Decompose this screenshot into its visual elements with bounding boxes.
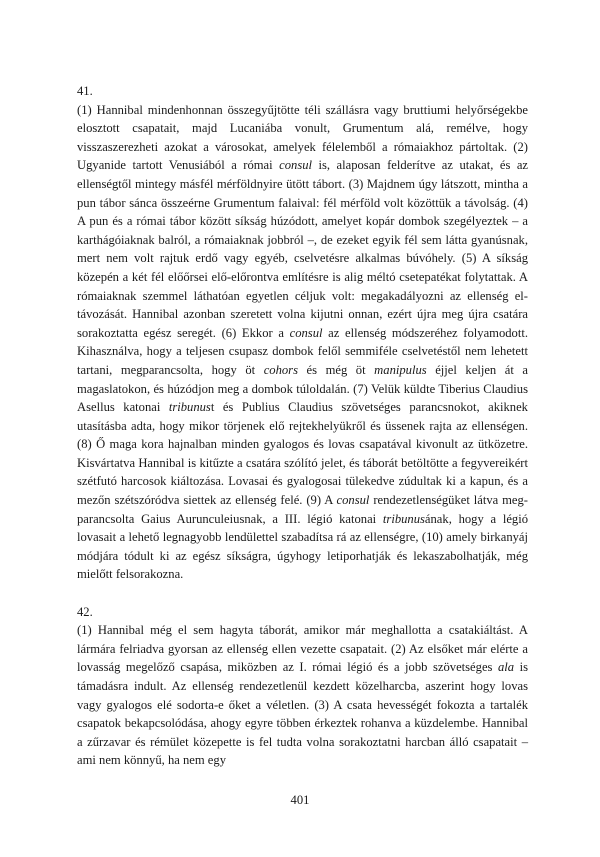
italic-term: tribunus (382, 511, 425, 526)
book-page (77, 82, 528, 770)
chapter-text: (1) Hannibal még el sem hagyta táborát, amikor már meghallotta a csatakiáltást. A lármára felriadva gyorsan az ellenség ellen vezette csapatait. (2) Az elsőket már elérte a lovasság megelőző csapása, miközben az I. római légió és a jobb szövetséges ala is támadásra indult. Az ellenség rendezetlenül kezdett közelharcba, aszerint hogy lovas vagy gyalogos elé sodorta-e őket a véletlen. (3) A csata hevességét fokozta a tartalék csapatok bekapcsolódása, ahogy egyre többen érkeztek rohanva a küzdelembe. Hannibal a zűrzavar és rémület közepette is fel tudta volna sorakoztatni harcban álló csapatait – ami nem könnyű, ha nem egy (77, 623, 528, 768)
italic-term: tribunus (168, 400, 211, 415)
italic-term: ala (497, 660, 515, 675)
chapter-number: 42. (77, 604, 93, 619)
chapter-separator (77, 584, 528, 603)
italic-term: consul (336, 493, 370, 508)
italic-term: consul (289, 325, 323, 340)
italic-term: manipulus (374, 362, 427, 377)
italic-term: cohors (263, 362, 298, 377)
italic-term: consul (279, 158, 313, 173)
chapter-number: 41. (77, 84, 93, 98)
chapter-text: (1) Hannibal mindenhonnan összegyűjtötte téli szállásra vagy bruttiumi helyőrségekbe elosztott csapatait, majd Lucaniába vonult, Grumentum alá, remélve, hogy visszaszerezheti azokat a városokat, amelyek félelemből a rómaiakhoz pártoltak. (2) Ugyanide tartott Venusiából a római consul is, alaposan felderítve az utakat, és az ellenségtől mintegy másfél mérföldnyire ütött tábort. (3) Majdnem úgy látszott, mintha a pun tábor sánca összeérne Grumentum falaival: fél mérföld volt közöttük a távolság. (4) A pun és a római tábor között síkság húzódott, amelyet kopár dombok szegélyeztek – a karthágóiaknak balról, a rómaiaknak jobbról –, de ezeket egyik fél sem látta gyanúsnak, mert nem volt rajtuk erdő vagy egyéb, cselvetésre alkalmas búvóhely. (5) A síkság közepén a két fél előőrsei elő-előrontva említésre is alig méltó csetepatékat folytattak. A rómaiaknak szemmel láthatóan egyetlen céljuk volt: megakadályozni az ellenség eltávozását. Hannibal azonban szeretett volna kijutni onnan, ezért újra meg újra csatára sorakoztatta egész seregét. (6) Ekkor a consul az ellenség módszeréhez folyamodott. Kihasználva, hogy a teljesen csupasz dombok felől semmiféle cselvetéstől nem lehetett tartani, megparancsolta, hogy öt cohors és még öt manipulus éjjel keljen át a magaslatokon, és húzódjon meg a dombok túloldalán. (7) Velük küldte Tiberius Claudius Asellus katonai tribunust és Publius Claudius szövetséges parancsnokot, akiknek utasításba adta, hogy mikor törjenek elő rejtekhelyükről és üssenek rajta az ellenségen. (8) Ő maga kora hajnalban minden gyalogos és lovas csapatával kivonult az ütközetre. Kisvártatva Hannibal is kitűzte a csatára szólító jelet, és táborát betöltötte a fegyvereikért szétfutó harcosok kiáltozása. Lovasai és gyalogosai tülekedve zúdultak ki a kapun, és a mezőn szétszóródva siettek az ellenség felé. (9) A consul rendezetlenségüket látva megparancsolta Gaius Aurunculeiusnak, a III. légió katonai tribunusának, hogy a légió lovasait a lehető legnagyobb lendülettel szabadítsa rá az ellenségre, (10) amely birkanyáj módjára tódult ki az egész síkságra, úgyhogy letiporhatják és lekaszabolhatják, még mielőtt felsorakozna. (77, 102, 529, 582)
page-number: 401 (290, 793, 310, 807)
